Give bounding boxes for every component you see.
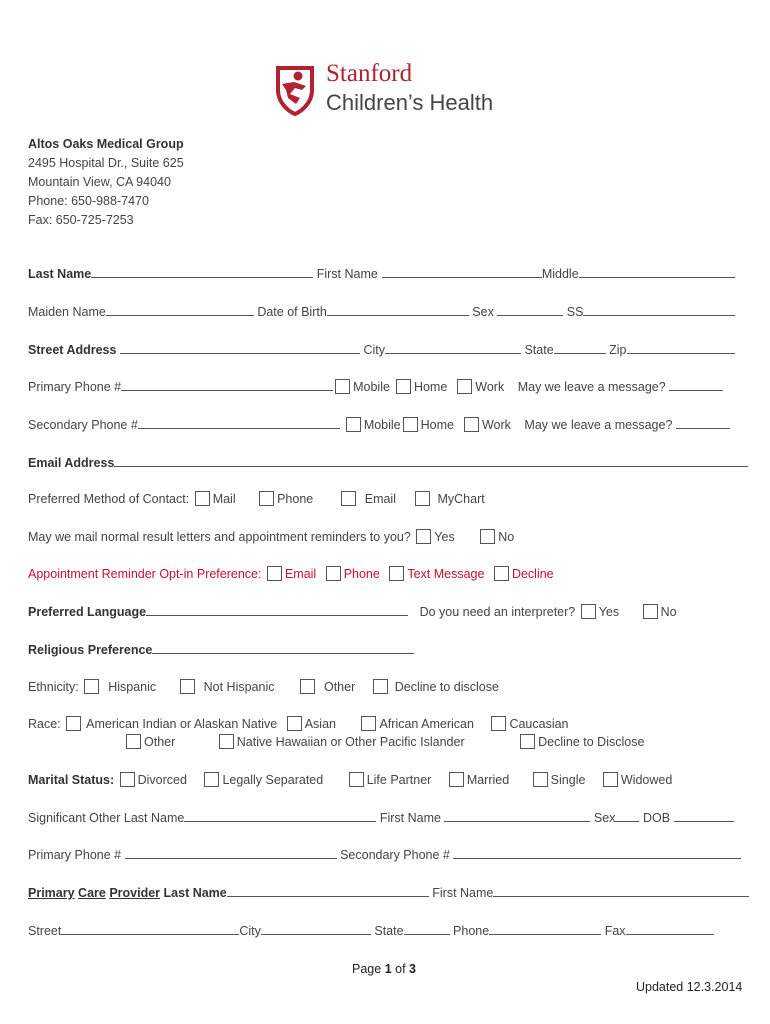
org-fax: Fax: 650-725-7253 bbox=[28, 213, 134, 227]
contact-email-label: Email bbox=[364, 492, 396, 506]
row-so-phones bbox=[28, 847, 741, 862]
marital-divorced-label: Divorced bbox=[137, 773, 187, 787]
optin-label: Appointment Reminder Opt-in Preference: bbox=[28, 567, 262, 581]
marital-divorced-checkbox[interactable] bbox=[120, 772, 135, 787]
street-address-label: Street Address bbox=[28, 343, 117, 357]
race-native-hawaiian-checkbox[interactable] bbox=[219, 734, 234, 749]
last-name-field[interactable] bbox=[91, 266, 313, 278]
preferred-contact-label: Preferred Method of Contact: bbox=[28, 492, 190, 506]
marital-widowed-checkbox[interactable] bbox=[603, 772, 618, 787]
pcp-care-label: Care bbox=[78, 886, 106, 900]
row-secondary-phone bbox=[28, 417, 730, 432]
stanford-childrens-logo-icon bbox=[272, 64, 318, 116]
secondary-phone-field[interactable] bbox=[138, 417, 340, 429]
ethnicity-not-hispanic-checkbox[interactable] bbox=[180, 679, 195, 694]
race-label: Race: bbox=[28, 717, 61, 731]
so-first-name-field[interactable] bbox=[444, 810, 590, 822]
city-field[interactable] bbox=[385, 342, 521, 354]
ethnicity-decline-label: Decline to disclose bbox=[394, 680, 499, 694]
primary-phone-field[interactable] bbox=[121, 379, 333, 391]
pcp-first-name-label: First Name bbox=[432, 886, 494, 900]
contact-mychart-checkbox[interactable] bbox=[415, 491, 430, 506]
page-current: 1 bbox=[384, 962, 392, 976]
row-pcp bbox=[28, 885, 749, 900]
secondary-home-checkbox[interactable] bbox=[403, 417, 418, 432]
leave-message-label: May we leave a message? bbox=[517, 380, 666, 394]
row-ethnicity bbox=[28, 679, 499, 694]
so-secondary-phone-field[interactable] bbox=[453, 847, 741, 859]
contact-phone-label: Phone bbox=[277, 492, 314, 506]
race-decline-checkbox[interactable] bbox=[520, 734, 535, 749]
secondary-work-checkbox[interactable] bbox=[464, 417, 479, 432]
contact-mail-checkbox[interactable] bbox=[195, 491, 210, 506]
sex-field[interactable] bbox=[497, 304, 563, 316]
row-pcp-address bbox=[28, 923, 714, 938]
page-number bbox=[352, 962, 416, 976]
row-race-1 bbox=[28, 716, 569, 731]
page-of: of bbox=[395, 962, 406, 976]
optin-email-checkbox[interactable] bbox=[267, 566, 282, 581]
mail-question-label: May we mail normal result letters and appointment reminders to you? bbox=[28, 530, 411, 544]
state-label: State bbox=[524, 343, 554, 357]
pcp-city-field[interactable] bbox=[261, 923, 371, 935]
primary-leave-message-field[interactable] bbox=[669, 379, 723, 391]
sex-label: Sex bbox=[472, 305, 494, 319]
race-caucasian-label: Caucasian bbox=[509, 717, 569, 731]
race-native-hawaiian-label: Native Hawaiian or Other Pacific Islander bbox=[236, 735, 465, 749]
marital-widowed-label: Widowed bbox=[620, 773, 673, 787]
so-last-name-field[interactable] bbox=[184, 810, 376, 822]
contact-email-checkbox[interactable] bbox=[341, 491, 356, 506]
updated-date: Updated 12.3.2014 bbox=[636, 980, 743, 994]
pcp-phone-field[interactable] bbox=[489, 923, 601, 935]
marital-single-label: Single bbox=[550, 773, 586, 787]
row-optin bbox=[28, 566, 554, 581]
row-religious bbox=[28, 642, 414, 657]
pcp-fax-label: Fax bbox=[604, 924, 626, 938]
email-address-field[interactable] bbox=[114, 455, 748, 467]
pcp-state-field[interactable] bbox=[404, 923, 450, 935]
so-last-name-label: Significant Other Last Name bbox=[28, 811, 185, 825]
secondary-mobile-checkbox[interactable] bbox=[346, 417, 361, 432]
first-name-field[interactable] bbox=[382, 266, 542, 278]
marital-life-partner-label: Life Partner bbox=[366, 773, 432, 787]
race-asian-label: Asian bbox=[304, 717, 336, 731]
row-email bbox=[28, 455, 748, 470]
middle-label: Middle bbox=[541, 267, 579, 281]
pcp-street-field[interactable] bbox=[61, 923, 239, 935]
org-name: Altos Oaks Medical Group bbox=[28, 137, 184, 151]
optin-phone-label: Phone bbox=[343, 567, 380, 581]
marital-separated-label: Legally Separated bbox=[222, 773, 324, 787]
middle-field[interactable] bbox=[579, 266, 735, 278]
contact-phone-checkbox[interactable] bbox=[259, 491, 274, 506]
mobile-label-2: Mobile bbox=[363, 418, 401, 432]
pcp-phone-label: Phone bbox=[453, 924, 490, 938]
preferred-language-label: Preferred Language bbox=[28, 605, 147, 619]
dob-label: Date of Birth bbox=[257, 305, 327, 319]
race-american-indian-checkbox[interactable] bbox=[66, 716, 81, 731]
ethnicity-hispanic-checkbox[interactable] bbox=[84, 679, 99, 694]
org-address-1: 2495 Hospital Dr., Suite 625 bbox=[28, 156, 184, 170]
ethnicity-hispanic-label: Hispanic bbox=[108, 680, 157, 694]
logo bbox=[272, 62, 512, 122]
race-caucasian-checkbox[interactable] bbox=[491, 716, 506, 731]
interpreter-question-label: Do you need an interpreter? bbox=[419, 605, 576, 619]
race-other-checkbox[interactable] bbox=[126, 734, 141, 749]
row-language bbox=[28, 604, 677, 619]
ethnicity-other-label: Other bbox=[323, 680, 356, 694]
zip-field[interactable] bbox=[627, 342, 735, 354]
primary-mobile-checkbox[interactable] bbox=[335, 379, 350, 394]
so-secondary-phone-label: Secondary Phone # bbox=[340, 848, 450, 862]
pcp-first-name-field[interactable] bbox=[493, 885, 749, 897]
pcp-street-label: Street bbox=[28, 924, 62, 938]
so-sex-label: Sex bbox=[593, 811, 616, 825]
home-label: Home bbox=[413, 380, 448, 394]
pcp-city-label: City bbox=[239, 924, 261, 938]
race-african-american-label: African American bbox=[379, 717, 474, 731]
so-primary-phone-field[interactable] bbox=[125, 847, 337, 859]
last-name-label: Last Name bbox=[28, 267, 92, 281]
work-label-2: Work bbox=[481, 418, 511, 432]
ss-field[interactable] bbox=[583, 304, 735, 316]
maiden-name-field[interactable] bbox=[106, 304, 254, 316]
ethnicity-label: Ethnicity: bbox=[28, 680, 79, 694]
marital-separated-checkbox[interactable] bbox=[204, 772, 219, 787]
row-mail-question bbox=[28, 529, 514, 544]
mail-no-label: No bbox=[498, 530, 515, 544]
contact-mychart-label: MyChart bbox=[437, 492, 485, 506]
first-name-label: First Name bbox=[316, 267, 378, 281]
pcp-provider-label: Provider bbox=[109, 886, 161, 900]
row-significant-other bbox=[28, 810, 734, 825]
pcp-state-label: State bbox=[374, 924, 404, 938]
row-maiden bbox=[28, 304, 735, 319]
dob-field[interactable] bbox=[327, 304, 469, 316]
marital-married-checkbox[interactable] bbox=[449, 772, 464, 787]
pcp-last-name-field[interactable] bbox=[227, 885, 429, 897]
religious-preference-label: Religious Preference bbox=[28, 643, 153, 657]
race-african-american-checkbox[interactable] bbox=[361, 716, 376, 731]
row-marital bbox=[28, 772, 672, 787]
optin-decline-checkbox[interactable] bbox=[494, 566, 509, 581]
optin-decline-label: Decline bbox=[511, 567, 554, 581]
religious-preference-field[interactable] bbox=[152, 642, 414, 654]
primary-work-checkbox[interactable] bbox=[457, 379, 472, 394]
mobile-label: Mobile bbox=[353, 380, 390, 394]
secondary-phone-label: Secondary Phone # bbox=[28, 418, 138, 432]
row-preferred-contact bbox=[28, 491, 485, 506]
so-sex-field[interactable] bbox=[615, 810, 639, 822]
mail-yes-label: Yes bbox=[434, 530, 455, 544]
row-race-2 bbox=[124, 734, 644, 749]
race-decline-label: Decline to Disclose bbox=[538, 735, 645, 749]
maiden-name-label: Maiden Name bbox=[28, 305, 106, 319]
interpreter-no-checkbox[interactable] bbox=[643, 604, 658, 619]
ethnicity-decline-checkbox[interactable] bbox=[373, 679, 388, 694]
pcp-fax-field[interactable] bbox=[626, 923, 714, 935]
logo-text-childrens-health: Children’s Health bbox=[326, 90, 494, 115]
email-address-label: Email Address bbox=[28, 456, 115, 470]
so-dob-label: DOB bbox=[642, 811, 671, 825]
optin-text-checkbox[interactable] bbox=[389, 566, 404, 581]
home-label-2: Home bbox=[420, 418, 454, 432]
marital-married-label: Married bbox=[466, 773, 510, 787]
optin-text-label: Text Message bbox=[407, 567, 485, 581]
ss-label: SS bbox=[566, 305, 584, 319]
ethnicity-other-checkbox[interactable] bbox=[300, 679, 315, 694]
page-total: 3 bbox=[409, 962, 416, 976]
so-primary-phone-label: Primary Phone # bbox=[28, 848, 122, 862]
secondary-leave-message-field[interactable] bbox=[676, 417, 730, 429]
race-other-label: Other bbox=[144, 735, 176, 749]
pcp-primary-label: Primary bbox=[28, 886, 75, 900]
state-field[interactable] bbox=[554, 342, 606, 354]
interpreter-yes-label: Yes bbox=[598, 605, 620, 619]
mail-no-checkbox[interactable] bbox=[480, 529, 495, 544]
marital-status-label: Marital Status: bbox=[28, 773, 115, 787]
street-address-field[interactable] bbox=[120, 342, 360, 354]
preferred-language-field[interactable] bbox=[146, 604, 408, 616]
row-primary-phone bbox=[28, 379, 723, 394]
page-prefix: Page bbox=[352, 962, 382, 976]
org-address-2: Mountain View, CA 94040 bbox=[28, 175, 171, 189]
interpreter-yes-checkbox[interactable] bbox=[581, 604, 596, 619]
so-first-name-label: First Name bbox=[379, 811, 441, 825]
org-phone: Phone: 650-988-7470 bbox=[28, 194, 149, 208]
optin-phone-checkbox[interactable] bbox=[326, 566, 341, 581]
race-asian-checkbox[interactable] bbox=[287, 716, 302, 731]
marital-single-checkbox[interactable] bbox=[533, 772, 548, 787]
interpreter-no-label: No bbox=[660, 605, 677, 619]
mail-yes-checkbox[interactable] bbox=[416, 529, 431, 544]
zip-label: Zip bbox=[609, 343, 627, 357]
logo-text-stanford: Stanford bbox=[326, 60, 413, 87]
row-street bbox=[28, 342, 735, 357]
contact-mail-label: Mail bbox=[212, 492, 236, 506]
race-american-indian-label: American Indian or Alaskan Native bbox=[86, 717, 278, 731]
ethnicity-not-hispanic-label: Not Hispanic bbox=[203, 680, 275, 694]
so-dob-field[interactable] bbox=[674, 810, 734, 822]
primary-home-checkbox[interactable] bbox=[396, 379, 411, 394]
pcp-last-name-label: Last Name bbox=[163, 886, 227, 900]
optin-email-label: Email bbox=[284, 567, 317, 581]
city-label: City bbox=[363, 343, 385, 357]
row-name bbox=[28, 266, 735, 281]
work-label: Work bbox=[475, 380, 505, 394]
primary-phone-label: Primary Phone # bbox=[28, 380, 122, 394]
marital-life-partner-checkbox[interactable] bbox=[349, 772, 364, 787]
leave-message-label-2: May we leave a message? bbox=[524, 418, 673, 432]
